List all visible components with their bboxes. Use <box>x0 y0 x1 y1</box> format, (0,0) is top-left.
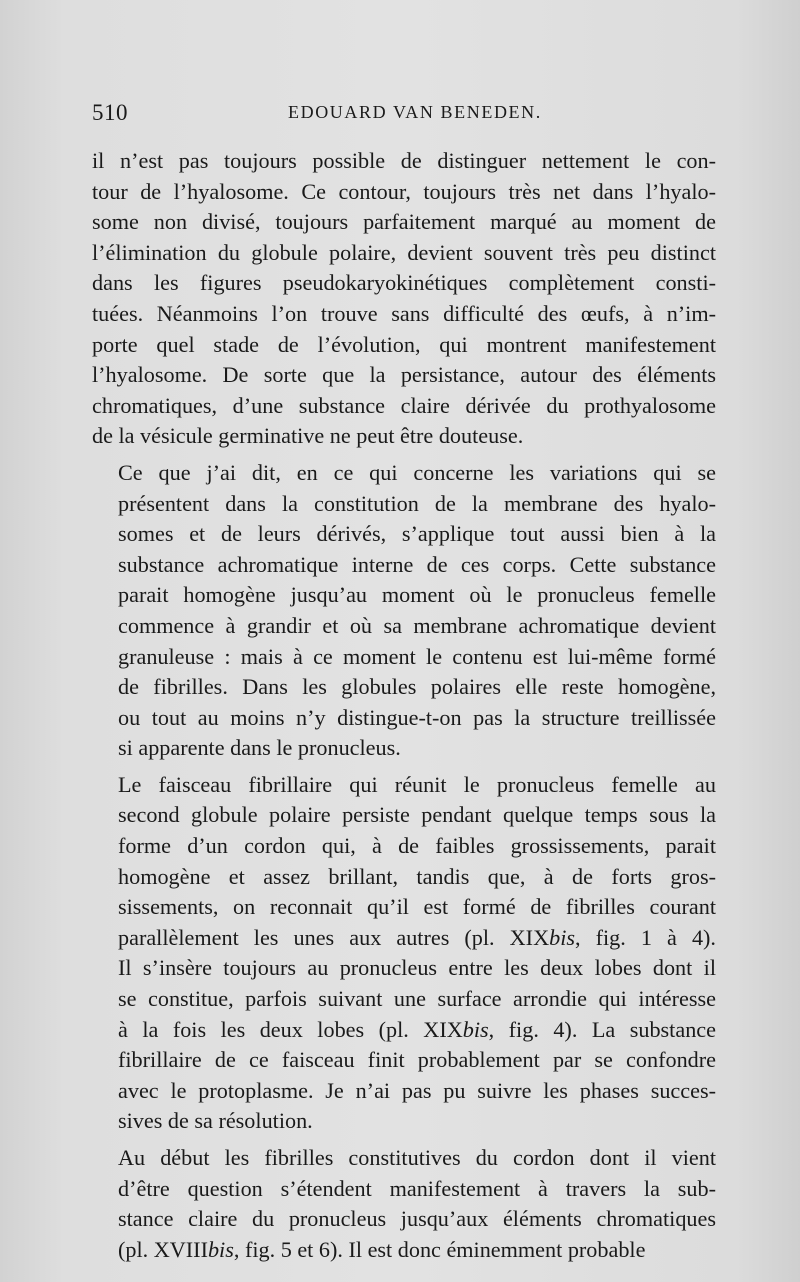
text-line: dans les figures pseudokaryokinétiques complètement consti- <box>92 270 716 296</box>
paragraph <box>92 770 716 1137</box>
text-line: il n’est pas toujours possible de distinguer nettement le con- <box>92 148 716 173</box>
text-line: Au début les fibrilles constitutives du cordon dont il vient <box>118 1145 716 1170</box>
text-line: à la fois les deux lobes (pl. XIXbis, fig. 4). La substance <box>118 1016 716 1042</box>
text-line: somes et de leurs dérivés, s’applique tout aussi bien à la <box>118 521 716 547</box>
text-line: Le faisceau fibrillaire qui réunit le pronucleus femelle au <box>118 771 716 797</box>
paragraph <box>92 146 716 452</box>
text-line: forme d’un cordon qui, à de faibles grossissements, parait <box>118 833 716 859</box>
text-line: tuées. Néanmoins l’on trouve sans difficulté des œufs, à n’im- <box>92 300 716 326</box>
text-line: chromatiques, d’une substance claire dérivée du prothyalosome <box>92 392 716 418</box>
text-line: fibrillaire de ce faisceau finit probablement par se confondre <box>118 1047 716 1073</box>
text-line: parait homogène jusqu’au moment où le pronucleus femelle <box>118 582 716 608</box>
text-line: l’élimination du globule polaire, devient souvent très peu distinct <box>92 239 716 265</box>
text-line: sives de sa résolution. <box>118 1108 313 1134</box>
text-line: de la vésicule germinative ne peut être douteuse. <box>92 423 524 449</box>
text-line: substance achromatique interne de ces corps. Cette substance <box>118 551 716 577</box>
text-line: commence à grandir et où sa membrane achromatique devient <box>118 612 716 638</box>
text-line: homogène et assez brillant, tandis que, à de forts gros- <box>118 863 716 889</box>
text-line: (pl. XVIIIbis, fig. 5 et 6). Il est donc éminemment probable <box>118 1236 646 1262</box>
text-line: Il s’insère toujours au pronucleus entre les deux lobes dont il <box>118 955 716 981</box>
running-head: EDOUARD VAN BENEDEN. <box>288 102 542 122</box>
text-line: si apparente dans le pronucleus. <box>118 735 401 761</box>
text-line: granuleuse : mais à ce moment le contenu est lui-même formé <box>118 643 716 669</box>
text-line: ou tout au moins n’y distingue-t-on pas la structure treillissée <box>118 704 716 730</box>
text-line: avec le protoplasme. Je n’ai pas pu suivre les phases succes- <box>118 1077 716 1103</box>
text-line: Ce que j’ai dit, en ce qui concerne les variations qui se <box>118 459 716 485</box>
text-line: sissements, on reconnait qu’il est formé de fibrilles courant <box>118 894 716 920</box>
text-line: de fibrilles. Dans les globules polaires elle reste homogène, <box>118 674 716 700</box>
text-line: d’être question s’étendent manifestement à travers la sub- <box>118 1175 716 1201</box>
page-header <box>92 100 716 136</box>
text-line: some non divisé, toujours parfaitement marqué au moment de <box>92 209 716 235</box>
text-line: parallèlement les unes aux autres (pl. XIXbis, fig. 1 à 4). <box>118 924 716 950</box>
body-text <box>92 146 716 1271</box>
text-line: tour de l’hyalosome. Ce contour, toujours très net dans l’hyalo- <box>92 178 716 204</box>
text-line: second globule polaire persiste pendant quelque temps sous la <box>118 802 716 828</box>
paragraph <box>92 458 716 764</box>
text-line: porte quel stade de l’évolution, qui montrent manifestement <box>92 331 716 357</box>
text-line: stance claire du pronucleus jusqu’aux éléments chromatiques <box>118 1206 716 1232</box>
paragraph <box>92 1143 716 1265</box>
text-line: présentent dans la constitution de la membrane des hyalo- <box>118 490 716 516</box>
page-number: 510 <box>92 100 128 125</box>
text-line: se constitue, parfois suivant une surface arrondie qui intéresse <box>118 986 716 1012</box>
text-line: l’hyalosome. De sorte que la persistance, autour des éléments <box>92 362 716 388</box>
